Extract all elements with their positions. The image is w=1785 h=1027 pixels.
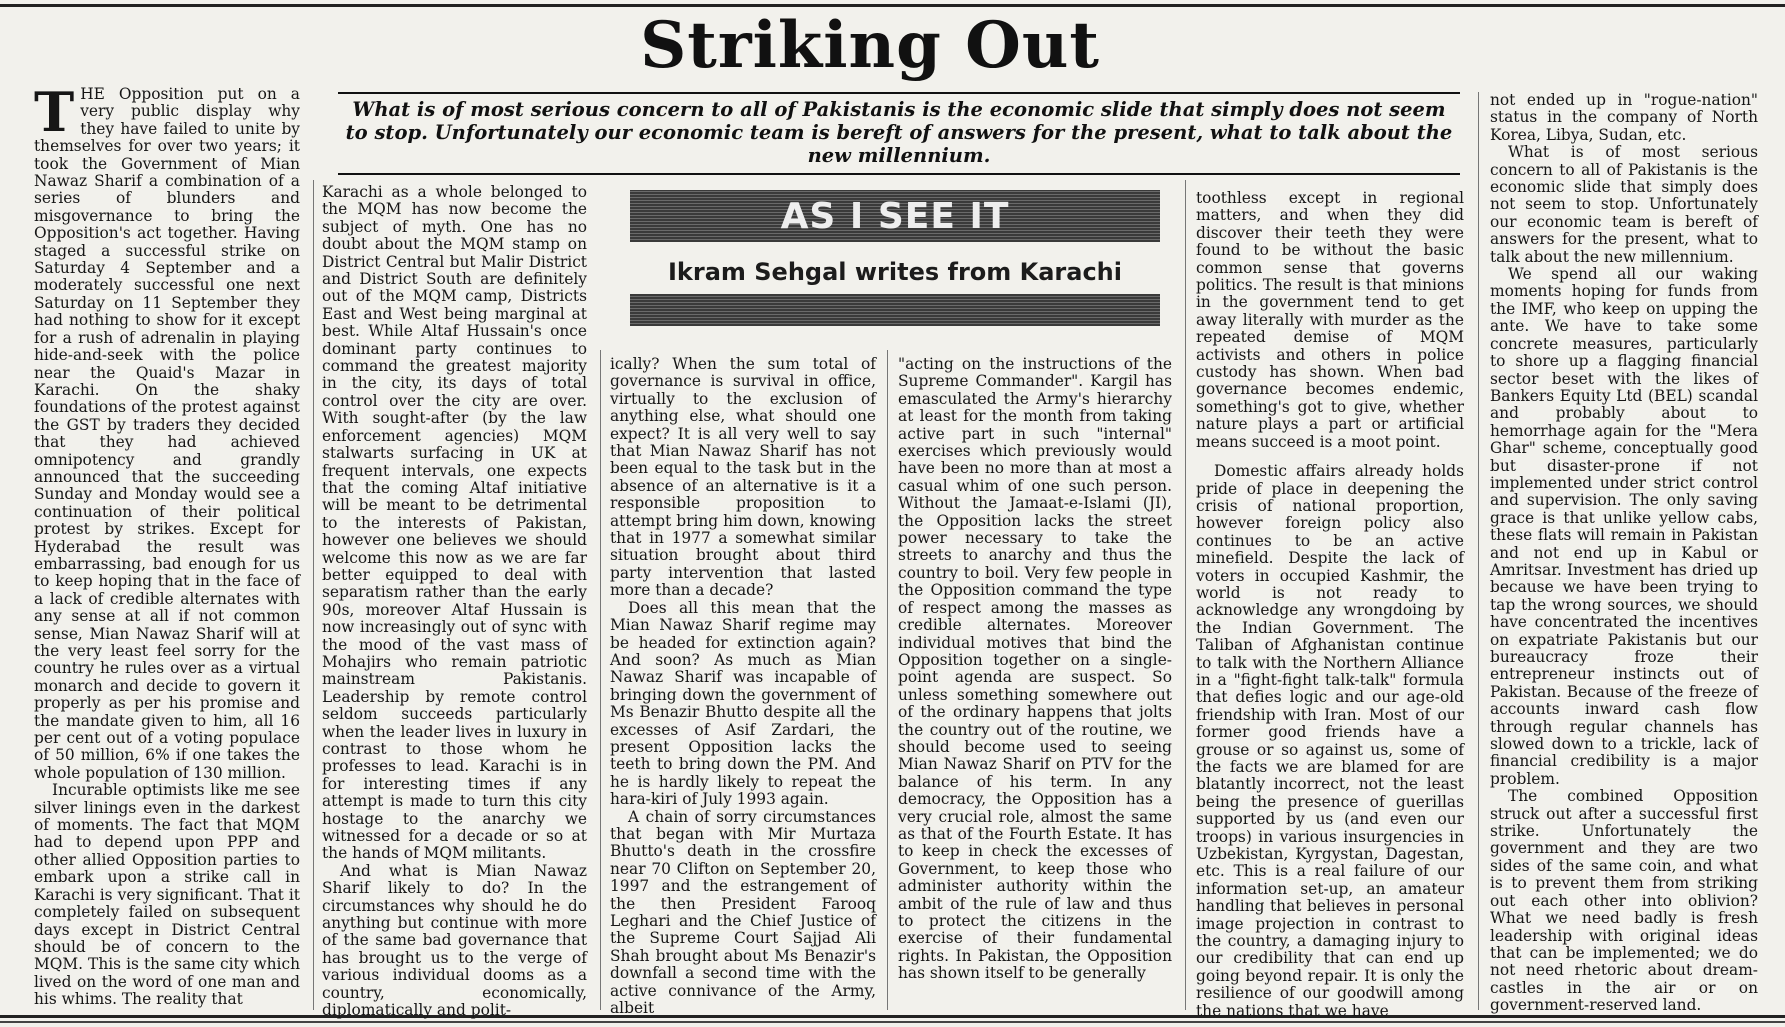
column-6	[1490, 91, 1758, 1015]
paragraph: THE Opposition put on a very public display why they have failed to unite by themselves for over two years; it took the Government of Mian Nawaz Sharif a combination of a series of blunders and misgovernance to bring the Opposition's act together. Having staged a successful strike on Saturday 4 September and a moderately successful one next Saturday on 11 September they had nothing to show for it except for a rush of adrenalin in playing hide-and-seek with the police near the Quaid's Mazar in Karachi. On the shaky foundations of the protest against the GST by traders they decided that they had achieved omnipotency and grandly announced that the succeeding Sunday and Monday would see a continuation of their political protest by strikes. Except for Hyderabad the result was embarrassing, bad enough for us to keep hoping that in the face of a lack of credible alternates with any sense at all if not common sense, Mian Nawaz Sharif will at the very least feel sorry for the country he rules over as a virtual monarch and decide to govern it properly as per his promise and the mandate given to him, all 16 per cent out of a voting populace of 50 million, 6% if one takes the whole population of 130 million.	[34, 80, 300, 782]
paragraph: Does all this mean that the Mian Nawaz Sharif regime may be headed for extinction again? And soon? As much as Mian Nawaz Sharif was incapable of bringing down the government of Ms Benazir Bhutto despite all the excesses of Asif Zardari, the present Opposition lacks the teeth to bring down the PM. And he is hardly likely to repeat the hara-kiri of July 1993 again.	[610, 598, 876, 809]
column-rule	[1185, 180, 1186, 1010]
paragraph: We spend all our waking moments hoping for funds from the IMF, who keep on upping the ante. We have to take some concrete measures, particularly to shore up a flagging financial sector beset with the likes of Bankers Equity Ltd (BEL) scandal and probably about to hemorrhage again for the "Mera Ghar" scheme, conceptually good but disaster-prone if not implemented under strict control and supervision. The only saving grace is that unlike yellow cabs, these flats will remain in Pakistan and not end up in Kabul or Amritsar. Investment has dried up because we have been trying to tap the wrong sources, we should have concentrated the incentives on expatriate Pakistanis but our bureaucracy froze their entrepreneur instincts out of Pakistan. Because of the freeze of accounts inward cash flow through regular channels has slowed down to a trickle, lack of financial credibility is a major problem.	[1490, 265, 1758, 788]
column-rule	[1478, 92, 1479, 1010]
paragraph: And what is Mian Nawaz Sharif likely to do? In the circumstances why should he do anything but continue with more of the same bad governance that has brought us to the verge of various individual dooms as a country, economically, diplomatically and polit-	[322, 861, 587, 1020]
column-rule	[313, 180, 314, 1010]
bottom-rule-secondary	[0, 1021, 1785, 1023]
paragraph: Karachi as a whole belonged to the MQM has now become the subject of myth. One has no doubt about the MQM stamp on District Central but Malir District and District South are definitely out of the MQM camp, Districts East and West being marginal at best. While Altaf Hussain's once dominant party continues to command the greatest majority in the city, its days of total control over the city are over. With sought-after (by the law enforcement agencies) MQM stalwarts surfacing in UK at frequent intervals, one expects that the coming Altaf initiative will be meant to be detrimental to the interests of Pakistan, however one believes we should welcome this now as we are far better equipped to deal with separatism rather than the early 90s, moreover Altaf Hussain is now increasingly out of sync with the mood of the vast mass of Mohajirs who remain patriotic mainstream Pakistanis. Leadership by remote control seldom succeeds particularly when the leader lives in luxury in contrast to those whom he professes to lead. Karachi is in for interesting times if any attempt is made to turn this city hostage to the anarchy we witnessed for a decade or so at the hands of MQM militants.	[322, 183, 587, 863]
paragraph: Incurable optimists like me see silver linings even in the darkest of moments. The fact that MQM had to depend upon PPP and other allied Opposition parties to embark upon a strike call in Karachi is very significant. That it completely failed on subsequent days except in District Central should be of concern to the MQM. This is the same city which lived on the word of one man and his whims. The reality that	[34, 781, 300, 1009]
column-5	[1196, 189, 1464, 1020]
column-rule	[600, 350, 601, 1010]
paragraph: What is of most serious concern to all of Pakistanis is the economic slide that simply does not seem to stop. Unfortunately our economic team is bereft of answers for the present, what to talk about the new millennium.	[1490, 143, 1758, 266]
column-label-box	[630, 186, 1160, 336]
paragraph: Domestic affairs already holds pride of place in deepening the crisis of national proportion, however foreign policy also continues to be an active minefield. Despite the lack of voters in occupied Kashmir, the world is not ready to acknowledge any wrongdoing by the Indian Government. The Taliban of Afghanistan continue to talk with the Northern Alliance in a "fight-fight talk-talk" formula that defies logic and our age-old friendship with Iran. Most of our former good friends have a grouse or so against us, some of the facts we are blamed for are blatantly incorrect, not the least being the presence of guerillas supported by us (and even our troops) in various insurgencies in Uzbekistan, Kyrgystan, Dagestan, etc. This is a real failure of our information set-up, an amateur handling that believes in personal image projection in contrast to the country, a damaging injury to our credibility that can end up going beyond repair. It is only the resilience of our goodwill among the nations that we have	[1196, 462, 1464, 1020]
paragraph: ically? When the sum total of governance is survival in office, virtually to the exclusion of anything else, what should one expect? It is all very well to say that Mian Nawaz Sharif has not been equal to the task but in the absence of an alternative is it a responsible proposition to attempt bring him down, knowing that in 1977 a somewhat similar situation brought about third party intervention that lasted more than a decade?	[610, 355, 876, 600]
column-3	[610, 355, 876, 1018]
paragraph: A chain of sorry circumstances that began with Mir Murtaza Bhutto's death in the crossfire near 70 Clifton on September 20, 1997 and the estrangement of the then President Farooq Leghari and the Chief Justice of the Supreme Court Sajjad Ali Shah brought about Ms Benazir's downfall a second time with the active connivance of the Army, albeit	[610, 807, 876, 1018]
paragraph: The combined Opposition struck out after a successful first strike. Unfortunately the government and they are two sides of the same coin, and what is to prevent them from striking out each other into oblivion? What we need badly is fresh leadership with original ideas that can be implemented; we do not need rhetoric about dream-castles in the air or on government-reserved land.	[1490, 787, 1758, 1015]
paragraph: toothless except in regional matters, and when they did discover their teeth they were found to be without the basic common sense that governs politics. The result is that minions in the government tend to get away literally with murder as the repeated demise of MQM activists and others in police custody has shown. When bad governance becomes endemic, something's got to give, whether nature plays a part or artificial means succeed is a moot point.	[1196, 189, 1464, 451]
column-4	[898, 356, 1172, 1006]
decorative-bar	[630, 294, 1160, 326]
paragraph: not ended up in "rogue-nation" status in the company of North Korea, Libya, Sudan, etc.	[1490, 91, 1758, 144]
headline: Striking Out	[640, 8, 1100, 83]
column-label: AS I SEE IT	[630, 190, 1160, 242]
column-1	[34, 80, 300, 1009]
paragraph: "acting on the instructions of the Supreme Commander". Kargil has emasculated the Army's hierarchy at least for the month from taking active part in such "internal" exercises which previously would have been no more than at most a casual whim of one such person. Without the Jamaat-e-Islami (JI), the Opposition lacks the street power necessary to take the streets to anarchy and thus the country to boil. Very few people in the Opposition command the type of respect among the masses as credible alternates. Moreover individual motives that bind the Opposition together on a single-point agenda are suspect. So unless something somewhere out of the ordinary happens that jolts the country out of the routine, we should become used to seeing Mian Nawaz Sharif on PTV for the balance of his term. In any democracy, the Opposition has a very crucial role, almost the same as that of the Fourth Estate. It has to keep in check the excesses of Government, to keep those who administer authority within the ambit of the rule of law and thus to protect the citizens in the exercise of their fundamental rights. In Pakistan, the Opposition has shown itself to be generally	[898, 355, 1172, 983]
byline: Ikram Sehgal writes from Karachi	[667, 258, 1122, 286]
deck-subheading: What is of most serious concern to all of Pakistanis is the economic slide that simply does not seem to stop. Unfortunately our economic team is bereft of answers for the present, what to talk about the new millennium.	[338, 92, 1460, 175]
column-rule	[887, 350, 888, 1010]
column-2	[322, 183, 587, 1020]
bottom-rule	[0, 1015, 1785, 1018]
drop-cap: T	[34, 80, 75, 144]
